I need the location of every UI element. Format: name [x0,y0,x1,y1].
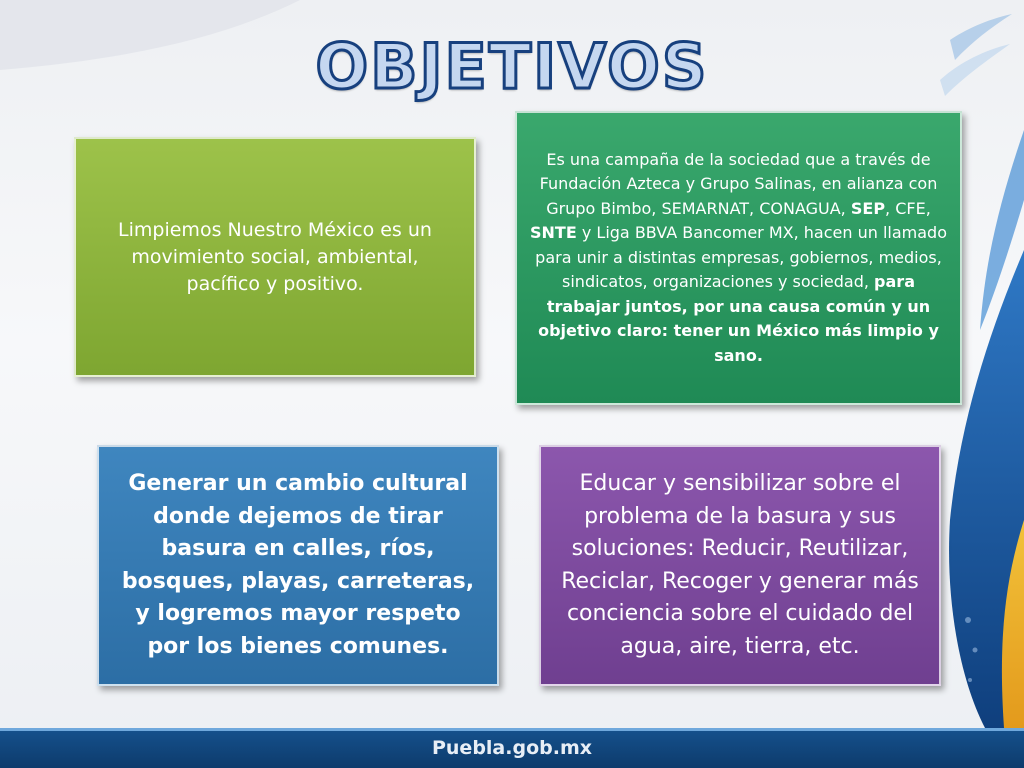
teal-text-snte: SNTE [530,223,577,243]
teal-text-part3: y Liga BBVA Bancomer MX, hacen un llamado para unir a distintas empresas, gobiernos, medios, sindicatos, organizaciones y sociedad, [535,223,947,292]
objective-box-blue [97,445,499,686]
footer-bar [0,728,1024,768]
objective-text-teal [525,148,952,369]
objective-text-green: Limpiemos Nuestro México es un movimiento social, ambiental, pacífico y positivo. [118,218,432,295]
objective-box-green [74,137,476,377]
slide-title: OBJETIVOS [315,30,709,103]
objective-box-teal [515,111,962,405]
teal-text-bold-end: para trabajar juntos, por una causa común y un objetivo claro: tener un México más limpio y sano. [538,272,939,365]
objective-text-purple: Educar y sensibilizar sobre el problema de la basura y sus soluciones: Reducir, Reutilizar, Reciclar, Recoger y generar más conciencia sobre el cuidado del agua, aire, tierra, etc. [561,471,919,659]
objective-box-purple [539,445,941,686]
footer-url: Puebla.gob.mx [431,737,592,759]
teal-text-part2: , CFE, [885,198,931,218]
teal-text-part1: Es una campaña de la sociedad que a través de Fundación Azteca y Grupo Salinas, en alianza con Grupo Bimbo, SEMARNAT, CONAGUA, [539,149,938,218]
teal-text-sep: SEP [850,198,886,218]
objective-text-blue: Generar un cambio cultural donde dejemos de tirar basura en calles, ríos, bosques, playas, carreteras, y logremos mayor respeto por los bienes comunes. [121,471,475,659]
